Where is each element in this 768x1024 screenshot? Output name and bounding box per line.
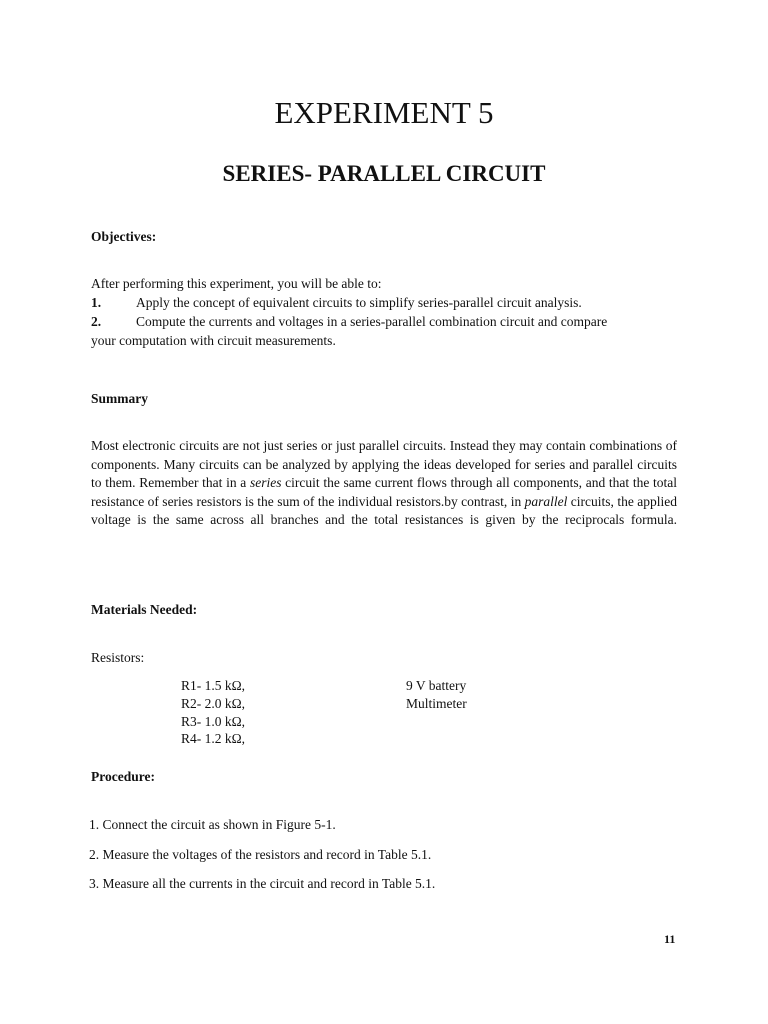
procedure-step-3: 3. Measure all the currents in the circuit and record in Table 5.1. <box>89 876 436 891</box>
objective-item-1 <box>91 294 691 313</box>
objective-text: Apply the concept of equivalent circuits to simplify series-parallel circuit analysis. <box>136 295 582 310</box>
summary-text-part-1: Most electronic circuits are not just series or just parallel circuits. Instead they may contain combinations of components. Many circuits can be analyzed by applying the ideas developed for series and parallel circuits to them. Remember that in a <box>91 438 677 491</box>
resistor-item: R4- 1.2 kΩ, <box>181 731 246 747</box>
objective-item-2 <box>91 313 691 332</box>
equipment-item: Multimeter <box>406 695 467 711</box>
procedure-step-1: 1. Connect the circuit as shown in Figure 5-1. <box>89 817 336 832</box>
objective-text: Compute the currents and voltages in a series-parallel combination circuit and compare <box>136 314 608 329</box>
experiment-title: EXPERIMENT 5 <box>274 95 494 130</box>
objectives-intro: After performing this experiment, you will be able to: <box>91 276 382 291</box>
summary-emphasis-series: series <box>249 475 282 491</box>
equipment-item: 9 V battery <box>406 678 467 693</box>
resistor-item: R3- 1.0 kΩ, <box>181 713 246 729</box>
summary-text-part-3: circuits, the applied voltage is the same across all branches and the total resistances is given by the reciprocals formula. <box>91 493 677 528</box>
summary-heading: Summary <box>91 391 148 406</box>
experiment-subtitle: SERIES- PARALLEL CIRCUIT <box>222 161 546 186</box>
procedure-step-2: 2. Measure the voltages of the resistors and record in Table 5.1. <box>89 847 432 862</box>
resistor-item: R2- 2.0 kΩ, <box>181 695 246 711</box>
procedure-heading: Procedure: <box>91 769 155 784</box>
summary-text-part-2: circuit the same current flows through all components, and that the total resistance of series resistors is the sum of the individual resistors.by contrast, in <box>91 475 677 509</box>
resistor-list <box>181 677 245 748</box>
objectives-heading: Objectives: <box>91 229 157 244</box>
objective-number: 1. <box>91 295 102 310</box>
summary-emphasis-parallel: parallel <box>524 493 568 509</box>
resistors-label: Resistors: <box>91 650 145 665</box>
equipment-list <box>406 677 467 713</box>
resistor-item: R1- 1.5 kΩ, <box>181 678 246 693</box>
page-number: 11 <box>664 932 676 946</box>
objective-number: 2. <box>91 314 102 329</box>
summary-paragraph <box>91 437 677 530</box>
materials-heading: Materials Needed: <box>91 602 198 617</box>
objective-item-2-continuation: your computation with circuit measurements. <box>91 333 336 348</box>
